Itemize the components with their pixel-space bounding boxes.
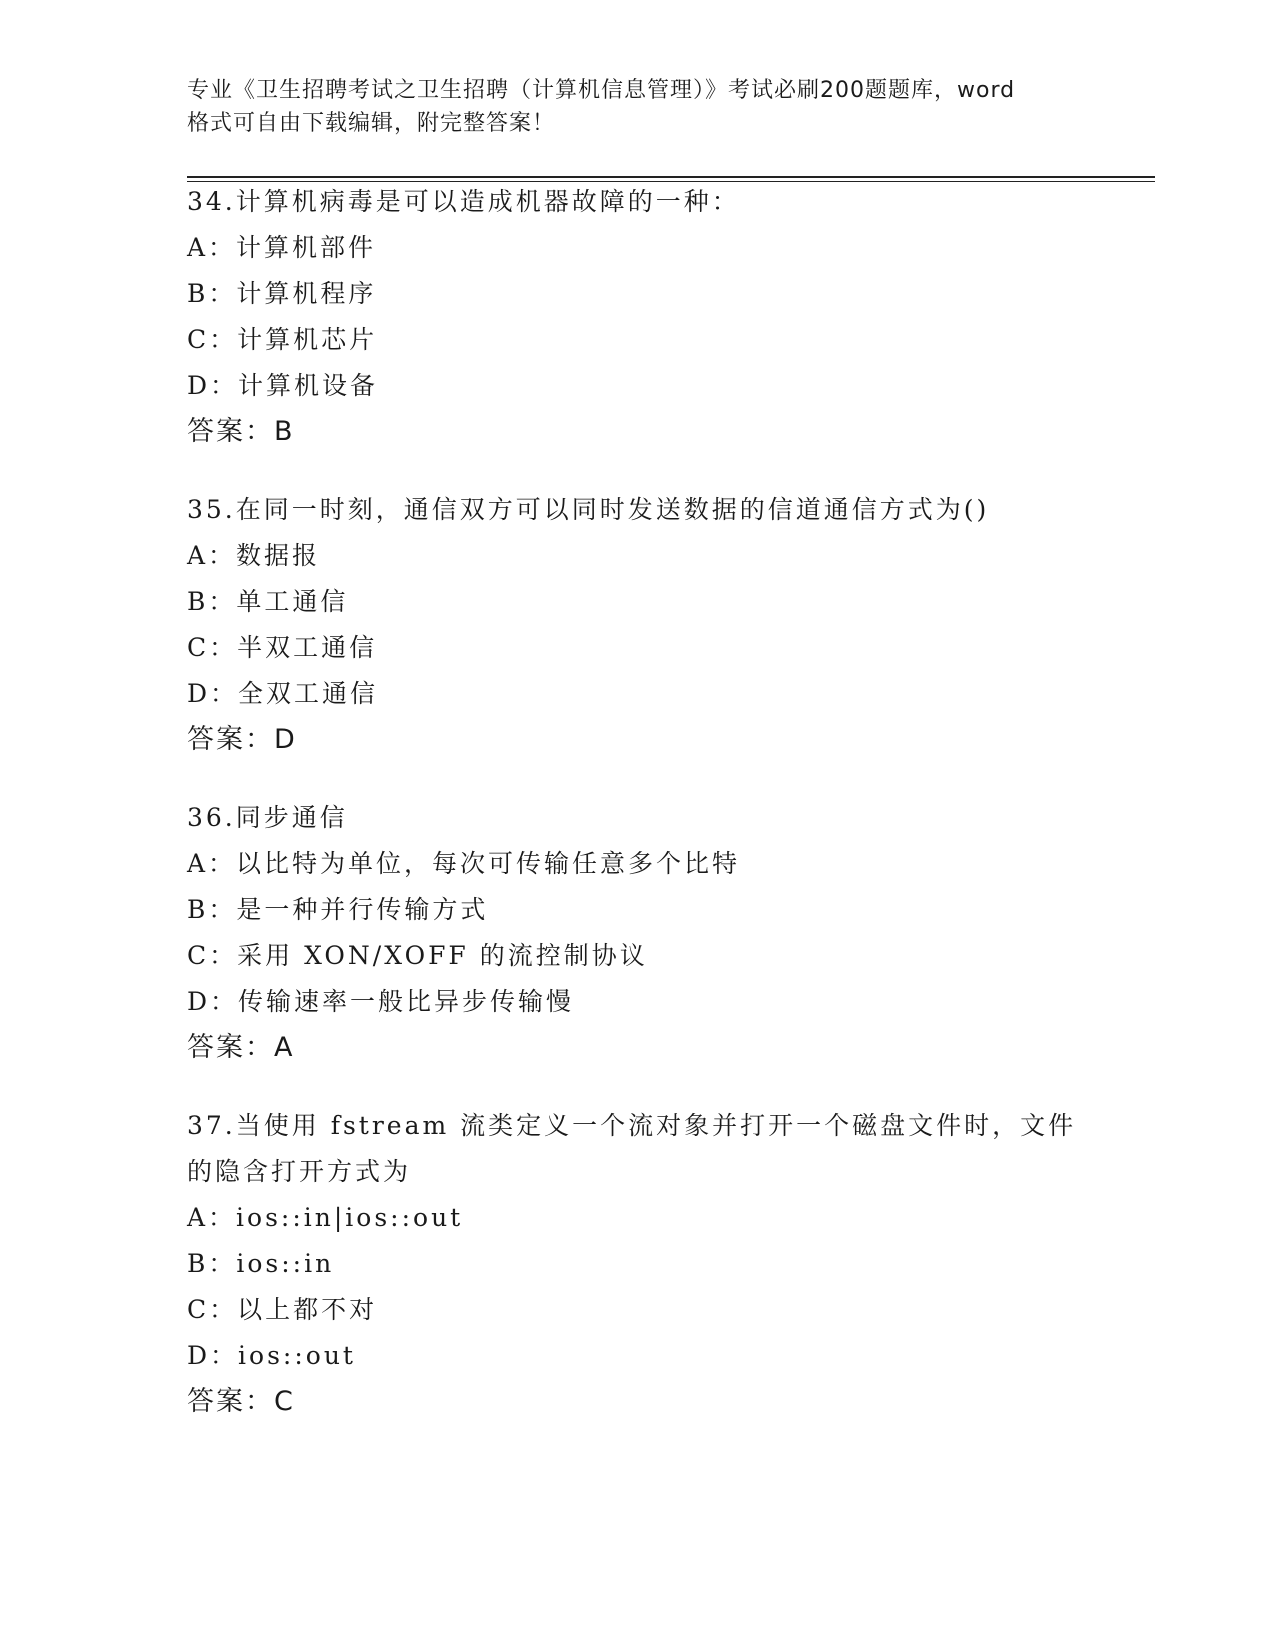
answer-text: 答案：A (187, 1032, 295, 1063)
answer-text: 答案：C (187, 1386, 295, 1417)
question-stem: 34.计算机病毒是可以造成机器故障的一种： (187, 187, 740, 216)
option-b: B：单工通信 (187, 587, 349, 616)
question-stem: 35.在同一时刻，通信双方可以同时发送数据的信道通信方式为() (187, 495, 990, 524)
question-stem-line-1: 37.当使用 fstream 流类定义一个流对象并打开一个磁盘文件时，文件 (187, 1111, 1077, 1140)
question-35 (187, 487, 1087, 763)
question-stem: 36.同步通信 (187, 803, 348, 832)
option-a: A：以比特为单位，每次可传输任意多个比特 (187, 849, 741, 878)
option-b: B：是一种并行传输方式 (187, 895, 489, 924)
answer-text: 答案：B (187, 416, 295, 447)
header-line-1: 专业《卫生招聘考试之卫生招聘（计算机信息管理）》考试必刷200题题库，word (187, 78, 1016, 103)
option-a: A：数据报 (187, 541, 321, 570)
header-divider-thick (187, 176, 1155, 178)
question-37 (187, 1103, 1087, 1425)
option-a: A：计算机部件 (187, 233, 377, 262)
option-a: A：ios::in|ios::out (187, 1203, 464, 1232)
answer-text: 答案：D (187, 724, 297, 755)
option-b: B：ios::in (187, 1249, 335, 1278)
option-d: D：全双工通信 (187, 679, 379, 708)
option-c: C：采用 XON/XOFF 的流控制协议 (187, 941, 648, 970)
question-36 (187, 795, 1087, 1071)
question-34 (187, 179, 1087, 455)
option-d: D：传输速率一般比异步传输慢 (187, 987, 575, 1016)
question-stem-line-2: 的隐含打开方式为 (187, 1157, 412, 1186)
option-c: C：计算机芯片 (187, 325, 378, 354)
document-header (187, 74, 1087, 140)
option-c: C：半双工通信 (187, 633, 378, 662)
option-c: C：以上都不对 (187, 1295, 378, 1324)
option-d: D：计算机设备 (187, 371, 379, 400)
option-b: B：计算机程序 (187, 279, 377, 308)
header-line-2: 格式可自由下载编辑，附完整答案！ (187, 111, 556, 136)
option-d: D：ios::out (187, 1341, 356, 1370)
